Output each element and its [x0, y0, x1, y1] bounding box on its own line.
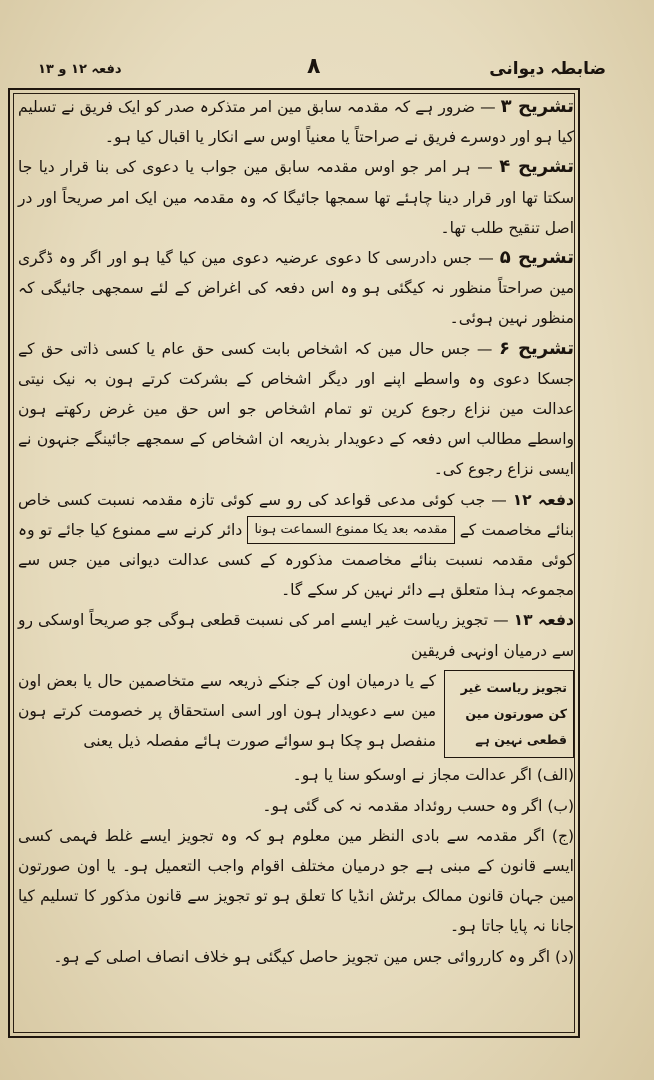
clause-be: [18, 791, 574, 821]
clause-label: (د): [555, 947, 574, 966]
explanation-label: تشریح ۵: [499, 247, 574, 269]
section-text-intro: تجویز ریاست غیر ایسے امر کی نسبت قطعی ہوگی جو صریحاً اوسکی رو سے درمیان اونہی فریقین: [18, 611, 574, 660]
page-number: ۸: [307, 54, 321, 79]
section-13-body: [18, 666, 574, 757]
section-12: دفعہ ۱۲ — جب کوئی مدعی قواعد کی رو سے کوئی تازہ مقدمہ نسبت کسی خاص بنائے مخاصمت کے مقدمہ بعد یکا ممنوع السماعت ہونا دائر کرنے سے ممنوع کیا جائے تو وہ کوئی مقدمہ نسبت بنائے مخاصمت مذکورہ کے کسی عدالت دیوانی مین جس سے مجموعہ ہذا متعلق ہے دائر نہین کر سکے گا۔: [18, 490, 574, 600]
clause-jim: [18, 821, 574, 942]
explanation-6: تشریح ۶ — جس حال مین کہ اشخاص بابت کسی حق عام یا کسی ذاتی حق کے جسکا دعوی وہ واسطے اپنے اور دیگر اشخاص کے بشرکت کرتے ہون بہ نیک نیتی عدالت مین نزاع رجوع کرین تو تمام اشخاص جو اس حق مین غرض رکھتے ہون واسطے مطالب اس دفعہ کے دعویدار بذریعہ ان اشخاص کے سمجھے جائینگے جنہون نے ایسی نزاع رجوع کی۔: [18, 337, 575, 479]
marginal-note-box: تجویز ریاست غیر کن صورتون مین قطعی نہین ہے: [444, 670, 574, 758]
section-text-after: دائر کرنے سے ممنوع کیا جائے تو وہ کوئی مقدمہ نسبت بنائے مخاصمت مذکورہ کے کسی عدالت دیوانی مین جس سے مجموعہ ہذا متعلق ہے دائر نہین کر سکے گا۔: [18, 520, 574, 600]
clause-alif: [18, 760, 574, 790]
body-text: [18, 92, 574, 972]
clause-label: (ج): [551, 826, 574, 845]
section-text-body: کے یا درمیان اون کے جنکے ذریعہ سے متخاصمین حال یا بعض اون مین سے دعویدار ہون اور اسی استحقاق پر خصومت کرتے ہون منفصل ہو چکا ہو سوائے صورت ہائے مفصلہ ذیل یعنی: [18, 671, 436, 751]
explanation-5: تشریح ۵ — جس دادرسی کا دعوی عرضیہ دعوی مین کیا گیا ہو اور اگر وہ ڈگری مین صراحتاً منظور نہ کیگئی ہو وہ اس دفعہ کی اغراض کے لئے سمجھی جائیگی کہ منظور نہین ہوئی۔: [18, 247, 574, 328]
explanation-label: تشریح ۶: [499, 337, 575, 359]
clause-label: (الف): [536, 766, 574, 785]
clause-text: اگر وہ حسب روئداد مقدمہ نہ کی گئی ہو۔: [262, 796, 543, 815]
clause-text: اگر وہ کارروائی جس مین تجویز حاصل کیگئی ہو خلاف انصاف اصلی کے ہو۔: [53, 947, 551, 966]
section-label: دفعہ ۱۲: [512, 490, 574, 509]
clause-label: (ب): [547, 796, 574, 815]
header-title: ضابطہ دیوانی: [489, 59, 606, 79]
marginal-note-box: مقدمہ بعد یکا ممنوع السماعت ہونا: [247, 516, 454, 544]
explanation-text: جس دادرسی کا دعوی عرضیہ دعوی مین کیا گیا ہو اور اگر وہ ڈگری مین صراحتاً منظور نہ کیگئی ہو وہ اس دفعہ کی اغراض کے لئے سمجھی جائیگی کہ منظور نہین ہوئی۔: [18, 249, 574, 328]
clause-text: اگر عدالت مجاز نے اوسکو سنا یا ہو۔: [292, 766, 532, 785]
page-header: [30, 52, 624, 92]
explanation-text: ہر امر جو اوس مقدمہ سابق مین جواب یا دعوی کی بنا قرار دیا جا سکتا تھا اور قرار دینا چاہئے تھا سمجھا جائیگا کہ وہ مقدمہ مین ایک امر صریحاً اور در اصل تنقیح طلب تھا۔: [18, 158, 574, 237]
section-13-intro: دفعہ ۱۳ — تجویز ریاست غیر ایسے امر کی نسبت قطعی ہوگی جو صریحاً اوسکی رو سے درمیان اونہی فریقین: [18, 611, 574, 660]
explanation-4: تشریح ۴ — ہر امر جو اوس مقدمہ سابق مین جواب یا دعوی کی بنا قرار دیا جا سکتا تھا اور قرار دینا چاہئے تھا سمجھا جائیگا کہ وہ مقدمہ مین ایک امر صریحاً اور در اصل تنقیح طلب تھا۔: [18, 156, 574, 237]
clause-text: اگر مقدمہ سے بادی النظر مین معلوم ہو کہ وہ تجویز ایسے غلط فہمی کسی ایسے قانون کے مبنی ہے جو درمیان مختلف اقوام واجب التعمیل ہو۔ یا اون صورتون مین جہان قانون ممالک برٹش انڈیا کا تعلق ہو تو تجویز سے قانون مذکور کا تسلیم کیا جانا نہ پایا جاتا ہو۔: [18, 826, 574, 936]
clause-dal: [18, 942, 574, 972]
section-label: دفعہ ۱۳: [513, 611, 574, 630]
explanation-text: جس حال مین کہ اشخاص بابت کسی حق عام یا کسی ذاتی حق کے جسکا دعوی وہ واسطے اپنے اور دیگر اشخاص کے بشرکت کرتے ہون بہ نیک نیتی عدالت مین نزاع رجوع کرین تو تمام اشخاص جو اس حق مین غرض رکھتے ہون واسطے مطالب اس دفعہ کے دعویدار بذریعہ ان اشخاص کے سمجھے جائینگے جنہون نے ایسی نزاع رجوع کی۔: [18, 339, 574, 479]
section-text-before: جب کوئی مدعی قواعد کی رو سے کوئی تازہ مقدمہ نسبت کسی خاص بنائے مخاصمت کے: [18, 490, 574, 539]
explanation-text: ضرور ہے کہ مقدمہ سابق مین امر متذکرہ صدر کو ایک فریق نے تسلیم کیا ہو اور دوسرے فریق نے صراحتاً یا معنیاً اوس سے انکار یا اقبال کیا ہو۔: [18, 98, 574, 147]
header-section-ref: دفعہ ۱۲ و ۱۳: [38, 62, 122, 77]
explanation-label: تشریح ۳: [500, 96, 574, 117]
explanation-label: تشریح ۴: [499, 156, 574, 178]
explanation-3: تشریح ۳ — ضرور ہے کہ مقدمہ سابق مین امر متذکرہ صدر کو ایک فریق نے تسلیم کیا ہو اور دوسرے فریق نے صراحتاً یا معنیاً اوس سے انکار یا اقبال کیا ہو۔: [18, 96, 574, 147]
